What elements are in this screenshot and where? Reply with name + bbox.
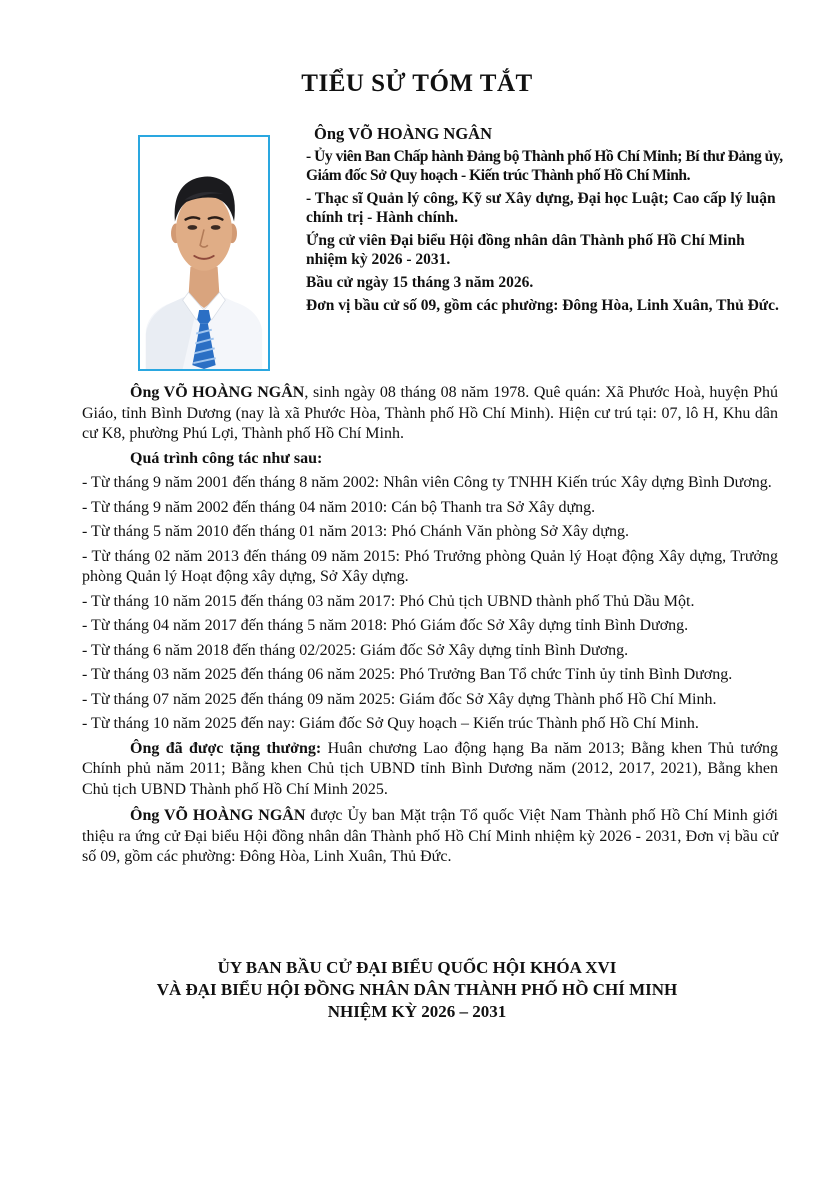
career-item: - Từ tháng 10 năm 2025 đến nay: Giám đốc Sở Quy hoạch – Kiến trúc Thành phố Hồ Chí Minh. [82,715,699,732]
intro-name: Ông VÕ HOÀNG NGÂN [130,384,305,401]
career-item: - Từ tháng 9 năm 2001 đến tháng 8 năm 2002: Nhân viên Công ty TNHH Kiến trúc Xây dựng Bình Dương. [82,474,772,491]
career-item: - Từ tháng 03 năm 2025 đến tháng 06 năm 2025: Phó Trưởng Ban Tổ chức Tỉnh ủy tỉnh Bình Dương. [82,666,733,683]
intro-text: , sinh ngày 08 tháng 08 năm 1978. Quê quán: Xã Phước Hoà, huyện Phú Giáo, tỉnh Bình Dương (nay là xã Phước Hòa, Thành phố Hồ Chí Minh). Hiện cư trú tại: 07, lô H, Khu dân cư K8, phường Phú Lợi, Thành phố Hồ Chí Minh. [82,384,779,442]
election-date: Bầu cử ngày 15 tháng 3 năm 2026. [306,274,534,291]
nomination-text: được Ủy ban Mặt trận Tổ quốc Việt Nam Thành phố Hồ Chí Minh giới thiệu ra ứng cử Đại biểu Hội đồng nhân dân Thành phố Hồ Chí Minh nhiệm kỳ 2026 - 2031, Đơn vị bầu cử số 09, gồm các phường: Đông Hòa, Linh Xuân, Thủ Đức. [82,807,778,865]
career-item: - Từ tháng 07 năm 2025 đến tháng 09 năm 2025: Giám đốc Sở Xây dựng Thành phố Hồ Chí Minh. [82,690,717,708]
candidate-header-info [306,124,784,319]
biography-body [82,383,778,872]
portrait-image [140,137,268,369]
issuing-committee [0,957,834,1023]
committee-line-2: VÀ ĐẠI BIỂU HỘI ĐỒNG NHÂN DÂN THÀNH PHỐ HỒ CHÍ MINH [156,980,678,999]
career-section-title: Quá trình công tác như sau: [130,449,323,467]
committee-line-3: NHIỆM KỲ 2026 – 2031 [327,1002,507,1021]
career-item: - Từ tháng 9 năm 2002 đến tháng 04 năm 2010: Cán bộ Thanh tra Sở Xây dựng. [82,498,596,516]
career-item: - Từ tháng 5 năm 2010 đến tháng 01 năm 2013: Phó Chánh Văn phòng Sở Xây dựng. [82,523,629,540]
awards-paragraph [82,739,778,801]
candidate-name: Ông VÕ HOÀNG NGÂN [314,124,493,143]
candidate-education: - Thạc sĩ Quản lý công, Kỹ sư Xây dựng, Đại học Luật; Cao cấp lý luận chính trị - Hành chính. [306,190,776,226]
candidate-candidacy: Ứng cử viên Đại biểu Hội đồng nhân dân Thành phố Hồ Chí Minh nhiệm kỳ 2026 - 2031. [306,232,745,268]
awards-text: Huân chương Lao động hạng Ba năm 2013; Bằng khen Thủ tướng Chính phủ năm 2011; Bằng khen Chủ tịch UBND tỉnh Bình Dương năm (2012, 2017, 2021), Bằng khen Chủ tịch UBND Thành phố Hồ Chí Minh 2025. [82,739,779,798]
document-title: TIỂU SỬ TÓM TẮT [301,70,533,97]
committee-line-1: ỦY BAN BẦU CỬ ĐẠI BIỂU QUỐC HỘI KHÓA XVI [217,958,617,977]
career-item: - Từ tháng 10 năm 2015 đến tháng 03 năm 2017: Phó Chủ tịch UBND thành phố Thủ Dầu Một. [82,592,695,610]
career-item: - Từ tháng 04 năm 2017 đến tháng 5 năm 2018: Phó Giám đốc Sở Xây dựng tỉnh Bình Dương. [82,617,689,634]
awards-label: Ông đã được tặng thưởng: [130,739,322,757]
nomination-name: Ông VÕ HOÀNG NGÂN [130,807,306,824]
electoral-unit: Đơn vị bầu cử số 09, gồm các phường: Đông Hòa, Linh Xuân, Thủ Đức. [306,297,779,314]
portrait-photo [138,135,270,371]
career-item: - Từ tháng 02 năm 2013 đến tháng 09 năm 2015: Phó Trưởng phòng Quản lý Hoạt động Xây dựng, Trưởng phòng Quản lý Hoạt động xây dựng, Sở Xây dựng. [82,547,778,585]
intro-paragraph [82,383,778,445]
nomination-paragraph [82,806,778,868]
candidate-position: - Ủy viên Ban Chấp hành Đảng bộ Thành phố Hồ Chí Minh; Bí thư Đảng ủy, Giám đốc Sở Quy hoạch - Kiến trúc Thành phố Hồ Chí Minh. [306,148,783,184]
career-item: - Từ tháng 6 năm 2018 đến tháng 02/2025: Giám đốc Sở Xây dựng tỉnh Bình Dương. [82,641,629,659]
